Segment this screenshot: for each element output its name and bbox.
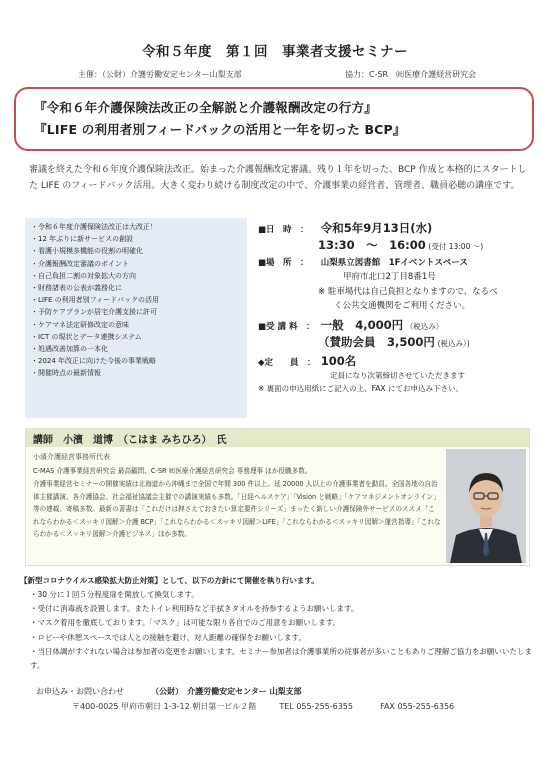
lecturer-roles: C-MAS 介護事業経営研究会 最高顧問、C-SR ㈳医療介護経営研究会 専務理事 ほか役職多数。 [33,467,312,475]
covid-measures [20,574,535,673]
covid-item: ・マスク着用を徹底しております。「マスク」は可能な限り各自でのご用意をお願いします。 [30,618,341,628]
topic-item: ・財務諸表の公表が義務化に [31,284,122,293]
venue-address: 甲府市北口2丁目8番1号 [343,272,436,282]
headline-line-1: 『令和６年介護保険法改正の全解説と介護報酬改定の行方』 [34,100,377,115]
capacity-value: 100名 [320,354,357,368]
topic-item: ・介護報酬改定審議のポイント [31,259,129,268]
footer-address-line [72,701,454,712]
page-title: 令和５年度 第１回 事業者支援セミナー [142,44,408,60]
headline-box [14,87,534,151]
headline-line-2: 『LIFE の利用者別フィードバックの活用と一年を切った BCP』 [34,122,406,137]
topic-item: ・ICT の現状とデータ連携システム [31,332,142,341]
cooperation-text: 協力：C-SR ㈳医療介護経営研究会 [345,70,477,79]
venue-row [258,256,468,268]
time-row [318,237,483,253]
time-value: 13:30 ～ 16:00 [318,238,426,252]
fee-general: 一般 4,000円 [320,318,404,332]
covid-item: ・当日体調がすぐれない場合は参加者の変更をお願いします。セミナー参加者は介護事業所の従事者が多いこともありご理解ご協力をお願いいたします。 [30,646,532,671]
covid-item: ・ロビーや休憩スペースでは人との接触を避け、対人距離の確保をお願いします。 [30,632,306,642]
topic-item: ・ケアマネ法定研修改定の意味 [31,320,129,329]
fee-member-row [318,334,470,350]
date-row [258,220,432,236]
footer-contact [36,686,302,697]
capacity-label: ◆定 員 ： [258,358,316,368]
contact-tel: TEL 055-255-6355 [279,702,353,711]
reception-time: (受付 13:00 ～) [428,242,484,251]
topic-item: ・令和６年度介護保険法改正は大改正！ [31,223,157,231]
venue-label: ■場 所 ： [258,258,309,268]
contact-address: 〒400-0025 甲府市朝日 1-3-12 朝日第一ビル２階 [72,702,257,711]
fee-member-tax: (税込み）) [437,339,470,348]
parking-note-2: く公共交通機関をご利用ください。 [334,301,471,311]
intro-paragraph: 審議を終えた令和６年度介護保険法改正。始まった介護報酬改定審議。残り１年を切った、BCP 作成と本格的にスタートした LIFE のフィードバック活用。大きく変わり続ける制度改定の中で、介護事業の経営者、管理者、職員必聴の講座です。 [29,165,527,191]
date-value: 令和5年9月13日(水) [320,221,433,235]
lecturer-heading: 講師 小濱 道博 （こはま みちひろ） 氏 [26,429,529,447]
topic-item: ・開催時点の最新情報 [31,369,101,378]
lecturer-box [25,428,530,566]
topic-item: ・2024 年改正に向けた今後の事業戦略 [31,357,157,366]
fee-label: ■受 講 料 ： [258,322,315,332]
topic-item: ・自己負担二割の対象拡大の方向 [31,271,136,280]
sponsor-text: 主催：（公財）介護労働安定センター山梨支部 [78,70,242,79]
date-label: ■日 時 ： [258,225,309,235]
venue-name: 山梨県立図書館 1Fイベントスペース [320,258,468,268]
capacity-row [258,353,356,369]
topic-item: ・LIFE の利用者別フィードバックの活用 [31,296,159,305]
fee-general-tax: （税込み） [405,322,444,331]
fee-row [258,317,443,333]
topic-item: ・12 年ぶりに新サービスの創設 [31,235,134,244]
fee-member: （賛助会員 3,500円 [318,335,435,349]
topic-item: ・予防ケアプランが居宅介護支援に許可 [31,308,157,317]
contact-label: お申込み・お問い合わせ [36,687,124,696]
contact-fax: FAX 055-255-6356 [380,702,455,711]
lecturer-photo [446,449,526,563]
topic-item: ・看護小規模多機能の役割の明確化 [31,247,143,256]
covid-item: ・受付に消毒液を設置します。またトイレ利用時など手拭きタオルを持参するようお願いします。 [30,604,359,614]
covid-item: ・30 分に１回５分程度扉を開放して換気します。 [30,590,199,599]
lecturer-bio: 介護事業経営セミナーの開催実績は北海道から沖縄まで全国で年間 300 件以上。延 20000 人以上の介護事業者を動員。全国各地の自治体主催講演、各介護協会、社会福祉協議会主催での講演実績も多数。「日経ヘルスケア」「Vision と戦略」「ケアマネジメントオンライン」等の連載、寄稿多数。最新の著書は「これだけは押さえておきたい算定要件シリーズ」まったく新しい介護保険外サービスのススメ「これならわかる＜スッキリ図解＞介護 BCP」「これならわかる＜スッキリ図解＞LIFE」「これならわかる＜スッキリ図解＞運営指導」「これならわかる＜スッキリ図解＞介護ビジネス」ほか多数。 [33,480,441,539]
covid-heading: 【新型コロナウイルス感染拡大防止対策】として、以下の方針にて開催を執り行います。 [20,576,319,585]
parking-note-1: ※ 駐車場代は自己負担となりますので、なるべ [318,287,498,297]
topics-list [25,218,247,418]
capacity-note: 定員になり次第締切させていただきます [330,371,465,380]
contact-organization: （公財） 介護労働安定センター 山梨支部 [151,687,302,696]
lecturer-affiliation: 小濱介護経営事務所代表 [33,453,110,461]
apply-note: ※ 裏面の申込用紙にご記入の上、FAX にてお申込み下さい。 [258,384,463,393]
topic-item: ・処遇改善加算の一本化 [31,345,108,354]
